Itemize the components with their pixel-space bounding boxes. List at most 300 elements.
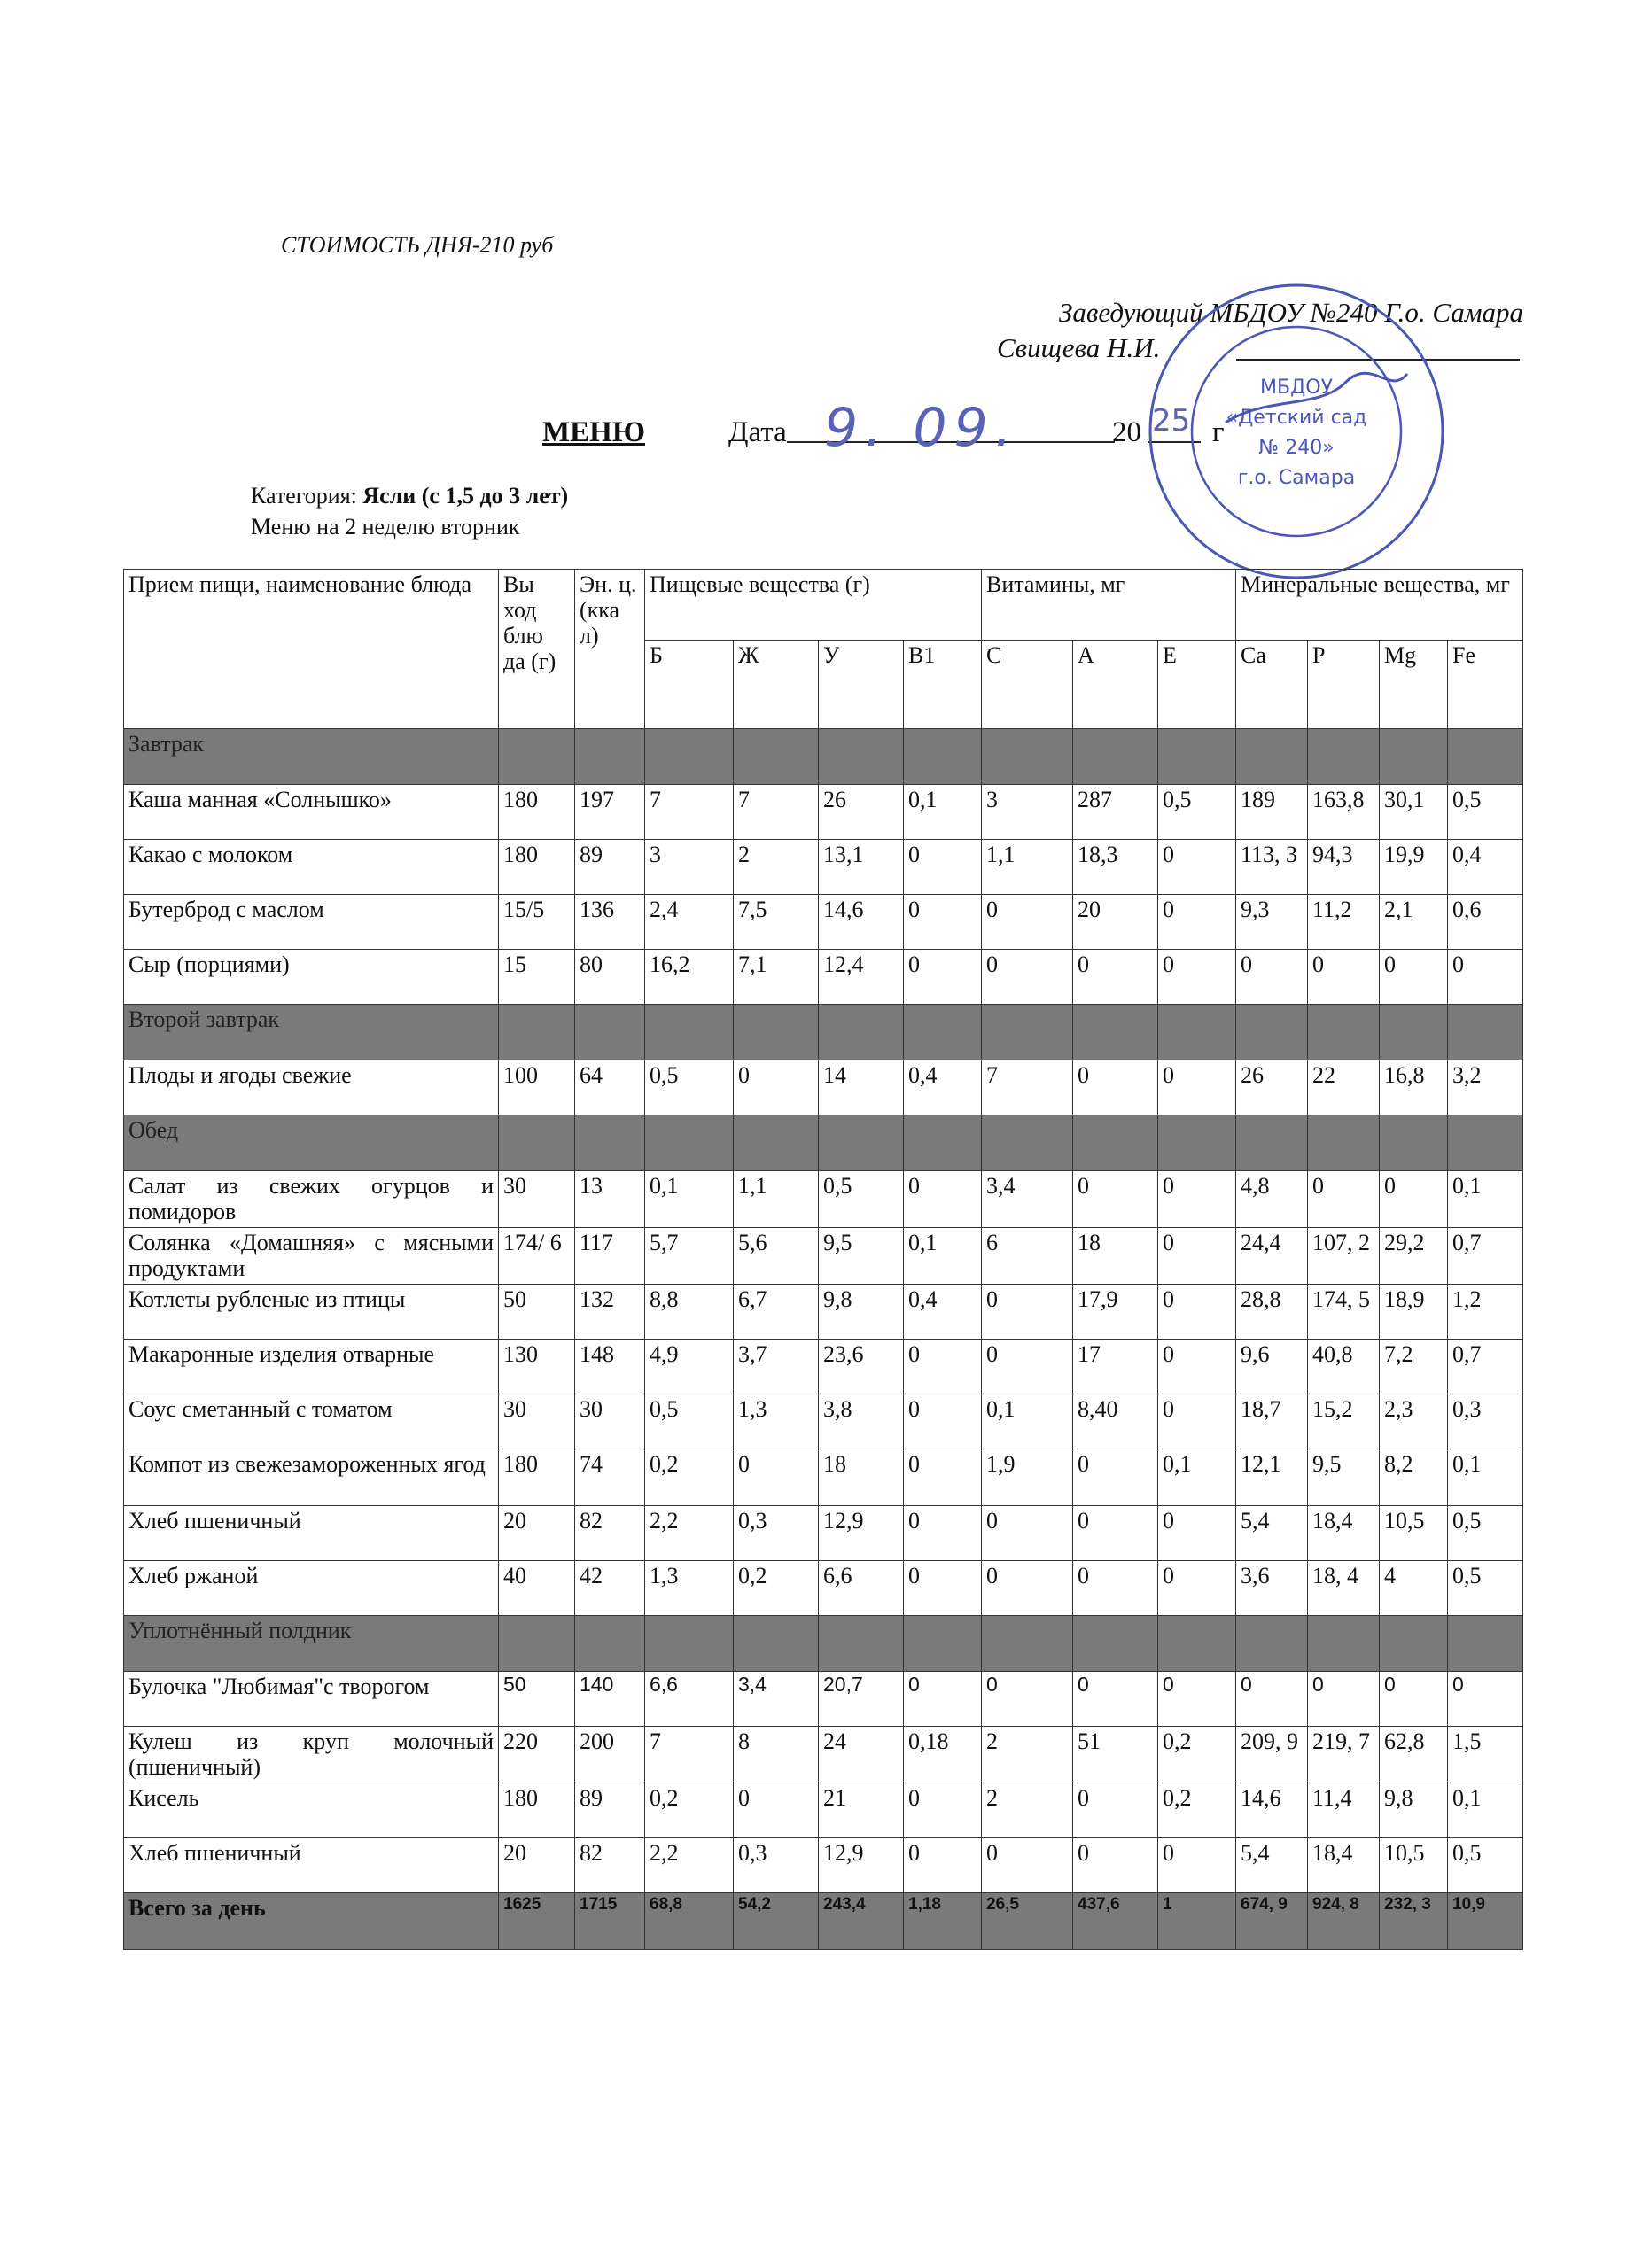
value-cell: 0 (1073, 950, 1158, 1005)
value-cell: 117 (575, 1228, 645, 1285)
value-cell: 0,2 (1158, 1727, 1236, 1783)
value-cell: 107, 2 (1308, 1228, 1380, 1285)
value-cell: 197 (575, 785, 645, 840)
year-prefix: 20 (1112, 416, 1141, 448)
value-cell: 174, 5 (1308, 1285, 1380, 1340)
value-cell: 24 (819, 1727, 904, 1783)
value-cell: 15,2 (1308, 1394, 1380, 1449)
table-row (124, 1449, 1523, 1506)
value-cell: 0 (1308, 1672, 1380, 1727)
value-cell: 0,4 (904, 1285, 982, 1340)
section-cell (1308, 1115, 1380, 1171)
stamp-inner-ring (1192, 327, 1401, 536)
value-cell: 0 (982, 1672, 1073, 1727)
section-title: Уплотнённый полдник (124, 1616, 499, 1672)
header-minerals: Минеральные вещества, мг (1236, 570, 1523, 641)
value-cell: 18,9 (1380, 1285, 1448, 1340)
value-cell: 0,3 (1448, 1394, 1523, 1449)
section-cell (1380, 1115, 1448, 1171)
value-cell: 3,2 (1448, 1060, 1523, 1115)
value-cell: 21 (819, 1783, 904, 1838)
value-cell: 174/ 6 (499, 1228, 575, 1285)
table-row (124, 1506, 1523, 1561)
stamp-seal (1141, 276, 1452, 586)
value-cell: 0 (1236, 1672, 1308, 1727)
total-cell: 232, 3 (1380, 1893, 1448, 1950)
value-cell: 0 (904, 1340, 982, 1394)
table-row (124, 840, 1523, 895)
value-cell: 18,4 (1308, 1838, 1380, 1893)
value-cell: 0 (904, 1783, 982, 1838)
value-cell: 180 (499, 1449, 575, 1506)
year-suffix: г (1212, 416, 1225, 448)
value-cell: 0 (1073, 1672, 1158, 1727)
section-cell (1158, 1616, 1236, 1672)
value-cell: 0 (1073, 1561, 1158, 1616)
value-cell: 0 (904, 1171, 982, 1228)
value-cell: 0 (1158, 1672, 1236, 1727)
total-cell: 68,8 (645, 1893, 734, 1950)
stamp-line-4: г.о. Самара (1237, 467, 1356, 489)
value-cell: 0 (734, 1060, 819, 1115)
category-label: Категория: (251, 483, 357, 509)
section-cell (1308, 1005, 1380, 1060)
section-cell (819, 729, 904, 785)
value-cell: 148 (575, 1340, 645, 1394)
value-cell: 0 (1073, 1060, 1158, 1115)
table-row (124, 1672, 1523, 1727)
value-cell: 8,8 (645, 1285, 734, 1340)
value-cell: 0 (904, 840, 982, 895)
value-cell: 7,5 (734, 895, 819, 950)
value-cell: 0,5 (1158, 785, 1236, 840)
section-cell (1448, 1005, 1523, 1060)
value-cell: 0,2 (645, 1449, 734, 1506)
section-cell (1308, 729, 1380, 785)
value-cell: 0 (1158, 1171, 1236, 1228)
value-cell: 0,1 (1158, 1449, 1236, 1506)
section-cell (645, 1115, 734, 1171)
value-cell: 10,5 (1380, 1838, 1448, 1893)
value-cell: 0 (1158, 840, 1236, 895)
value-cell: 220 (499, 1727, 575, 1783)
table-row (124, 1228, 1523, 1285)
value-cell: 3,7 (734, 1340, 819, 1394)
section-cell (982, 729, 1073, 785)
dish-name: Компот из свежезамороженных ягод (124, 1449, 499, 1506)
value-cell: 20 (499, 1506, 575, 1561)
value-cell: 1,1 (734, 1171, 819, 1228)
dish-name: Макаронные изделия отварные (124, 1340, 499, 1394)
value-cell: 136 (575, 895, 645, 950)
value-cell: 0 (1308, 950, 1380, 1005)
section-row (124, 1005, 1523, 1060)
value-cell: 9,5 (1308, 1449, 1380, 1506)
table-row (124, 785, 1523, 840)
value-cell: 40,8 (1308, 1340, 1380, 1394)
value-cell: 6,6 (645, 1672, 734, 1727)
table-row (124, 1340, 1523, 1394)
value-cell: 100 (499, 1060, 575, 1115)
value-cell: 0 (982, 1838, 1073, 1893)
day-cost: СТОИМОСТЬ ДНЯ-210 руб (281, 232, 554, 258)
value-cell: 3,8 (819, 1394, 904, 1449)
value-cell: 0,5 (1448, 1838, 1523, 1893)
value-cell: 4,8 (1236, 1171, 1308, 1228)
value-cell: 89 (575, 1783, 645, 1838)
total-cell: 1715 (575, 1893, 645, 1950)
value-cell: 0,1 (982, 1394, 1073, 1449)
dish-name: Какао с молоком (124, 840, 499, 895)
total-cell: 437,6 (1073, 1893, 1158, 1950)
value-cell: 8,40 (1073, 1394, 1158, 1449)
value-cell: 2 (982, 1783, 1073, 1838)
value-cell: 14 (819, 1060, 904, 1115)
value-cell: 0,5 (645, 1060, 734, 1115)
value-cell: 30,1 (1380, 785, 1448, 840)
stamp-outer-ring (1150, 285, 1443, 578)
total-cell: 1 (1158, 1893, 1236, 1950)
value-cell: 18,4 (1308, 1506, 1380, 1561)
value-cell: 1,1 (982, 840, 1073, 895)
subheader-cell: Ca (1236, 641, 1308, 729)
value-cell: 10,5 (1380, 1506, 1448, 1561)
value-cell: 0 (734, 1783, 819, 1838)
value-cell: 20 (499, 1838, 575, 1893)
value-cell: 0 (1073, 1506, 1158, 1561)
value-cell: 12,9 (819, 1838, 904, 1893)
value-cell: 0,18 (904, 1727, 982, 1783)
value-cell: 0,4 (904, 1060, 982, 1115)
section-cell (575, 1616, 645, 1672)
section-cell (1158, 1115, 1236, 1171)
value-cell: 64 (575, 1060, 645, 1115)
value-cell: 0 (904, 1672, 982, 1727)
value-cell: 9,8 (1380, 1783, 1448, 1838)
value-cell: 0,1 (904, 785, 982, 840)
value-cell: 5,6 (734, 1228, 819, 1285)
value-cell: 8 (734, 1727, 819, 1783)
value-cell: 0,7 (1448, 1340, 1523, 1394)
value-cell: 7,1 (734, 950, 819, 1005)
value-cell: 13,1 (819, 840, 904, 895)
value-cell: 0 (1158, 1561, 1236, 1616)
section-cell (645, 1005, 734, 1060)
dish-name: Хлеб ржаной (124, 1561, 499, 1616)
value-cell: 12,9 (819, 1506, 904, 1561)
value-cell: 0 (1073, 1838, 1158, 1893)
section-cell (1236, 1115, 1308, 1171)
value-cell: 5,7 (645, 1228, 734, 1285)
value-cell: 23,6 (819, 1340, 904, 1394)
value-cell: 50 (499, 1285, 575, 1340)
total-cell: 674, 9 (1236, 1893, 1308, 1950)
section-cell (904, 1616, 982, 1672)
value-cell: 0,5 (1448, 785, 1523, 840)
dish-name: Хлеб пшеничный (124, 1838, 499, 1893)
value-cell: 0,5 (1448, 1506, 1523, 1561)
section-cell (904, 729, 982, 785)
subheader-cell: Mg (1380, 641, 1448, 729)
section-row (124, 1115, 1523, 1171)
value-cell: 18,3 (1073, 840, 1158, 895)
section-cell (1236, 729, 1308, 785)
value-cell: 18 (1073, 1228, 1158, 1285)
table-row (124, 1060, 1523, 1115)
value-cell: 82 (575, 1838, 645, 1893)
value-cell: 0 (1158, 950, 1236, 1005)
table-row (124, 1285, 1523, 1340)
value-cell: 1,3 (645, 1561, 734, 1616)
section-cell (1236, 1616, 1308, 1672)
value-cell: 20,7 (819, 1672, 904, 1727)
value-cell: 3,4 (982, 1171, 1073, 1228)
value-cell: 0 (1073, 1449, 1158, 1506)
subheader-cell: С (982, 641, 1073, 729)
value-cell: 0 (1158, 1285, 1236, 1340)
section-title: Завтрак (124, 729, 499, 785)
value-cell: 0 (1380, 1171, 1448, 1228)
section-cell (575, 1115, 645, 1171)
dish-name: Соус сметанный с томатом (124, 1394, 499, 1449)
value-cell: 0 (904, 1506, 982, 1561)
value-cell: 7,2 (1380, 1340, 1448, 1394)
value-cell: 180 (499, 1783, 575, 1838)
dish-name: Каша манная «Солнышко» (124, 785, 499, 840)
value-cell: 113, 3 (1236, 840, 1308, 895)
value-cell: 4,9 (645, 1340, 734, 1394)
header-nutrients: Пищевые вещества (г) (645, 570, 982, 641)
value-cell: 0 (1158, 895, 1236, 950)
section-cell (1380, 729, 1448, 785)
dish-name: Бутерброд с маслом (124, 895, 499, 950)
value-cell: 80 (575, 950, 645, 1005)
value-cell: 0,1 (1448, 1171, 1523, 1228)
value-cell: 26 (819, 785, 904, 840)
value-cell: 28,8 (1236, 1285, 1308, 1340)
stamp-line-2: «Детский сад (1226, 407, 1367, 429)
subheader-cell: Е (1158, 641, 1236, 729)
value-cell: 50 (499, 1672, 575, 1727)
value-cell: 0 (982, 1285, 1073, 1340)
value-cell: 1,3 (734, 1394, 819, 1449)
value-cell: 0 (1073, 1783, 1158, 1838)
value-cell: 0,4 (1448, 840, 1523, 895)
value-cell: 11,2 (1308, 895, 1380, 950)
value-cell: 9,5 (819, 1228, 904, 1285)
value-cell: 0 (982, 895, 1073, 950)
value-cell: 0,1 (645, 1171, 734, 1228)
value-cell: 7 (982, 1060, 1073, 1115)
value-cell: 94,3 (1308, 840, 1380, 895)
value-cell: 5,4 (1236, 1838, 1308, 1893)
subheader-cell: P (1308, 641, 1380, 729)
value-cell: 140 (575, 1672, 645, 1727)
value-cell: 5,4 (1236, 1506, 1308, 1561)
value-cell: 0,1 (1448, 1783, 1523, 1838)
header-yield: Вы ход блю да (г) (499, 570, 575, 729)
table-row (124, 1561, 1523, 1616)
subheader-cell: Fe (1448, 641, 1523, 729)
value-cell: 0,2 (1158, 1783, 1236, 1838)
value-cell: 20 (1073, 895, 1158, 950)
section-cell (575, 1005, 645, 1060)
value-cell: 0 (904, 1838, 982, 1893)
value-cell: 62,8 (1380, 1727, 1448, 1783)
value-cell: 6,6 (819, 1561, 904, 1616)
value-cell: 6,7 (734, 1285, 819, 1340)
section-row (124, 729, 1523, 785)
value-cell: 15/5 (499, 895, 575, 950)
table-row (124, 1394, 1523, 1449)
value-cell: 6 (982, 1228, 1073, 1285)
section-cell (499, 1005, 575, 1060)
value-cell: 0 (1236, 950, 1308, 1005)
subheader-cell: Б (645, 641, 734, 729)
total-cell: 924, 8 (1308, 1893, 1380, 1950)
section-cell (575, 729, 645, 785)
total-cell: 1625 (499, 1893, 575, 1950)
value-cell: 18 (819, 1449, 904, 1506)
value-cell: 0 (1158, 1340, 1236, 1394)
section-cell (1380, 1005, 1448, 1060)
value-cell: 30 (499, 1394, 575, 1449)
section-cell (645, 1616, 734, 1672)
week-label: Меню на 2 неделю вторник (251, 514, 520, 540)
section-cell (982, 1616, 1073, 1672)
section-title: Второй завтрак (124, 1005, 499, 1060)
value-cell: 180 (499, 785, 575, 840)
value-cell: 12,4 (819, 950, 904, 1005)
table-row (124, 1727, 1523, 1783)
subheader-cell: Ж (734, 641, 819, 729)
value-cell: 0 (904, 895, 982, 950)
section-cell (904, 1115, 982, 1171)
value-cell: 0,6 (1448, 895, 1523, 950)
value-cell: 180 (499, 840, 575, 895)
value-cell: 18,7 (1236, 1394, 1308, 1449)
value-cell: 2,2 (645, 1838, 734, 1893)
dish-name: Сыр (порциями) (124, 950, 499, 1005)
category-value: Ясли (с 1,5 до 3 лет) (362, 483, 569, 509)
total-row (124, 1893, 1523, 1950)
section-cell (819, 1005, 904, 1060)
value-cell: 3 (982, 785, 1073, 840)
section-cell (1236, 1005, 1308, 1060)
value-cell: 40 (499, 1561, 575, 1616)
value-cell: 2,1 (1380, 895, 1448, 950)
dish-name: Плоды и ягоды свежие (124, 1060, 499, 1115)
table-row (124, 895, 1523, 950)
value-cell: 7 (734, 785, 819, 840)
value-cell: 0 (982, 950, 1073, 1005)
section-cell (734, 1005, 819, 1060)
section-cell (499, 1115, 575, 1171)
value-cell: 163,8 (1308, 785, 1380, 840)
value-cell: 9,3 (1236, 895, 1308, 950)
value-cell: 0,7 (1448, 1228, 1523, 1285)
value-cell: 132 (575, 1285, 645, 1340)
date-value: 9. 09. (824, 397, 1019, 459)
value-cell: 17,9 (1073, 1285, 1158, 1340)
value-cell: 4 (1380, 1561, 1448, 1616)
value-cell: 0 (1448, 1672, 1523, 1727)
value-cell: 74 (575, 1449, 645, 1506)
value-cell: 0,5 (645, 1394, 734, 1449)
value-cell: 0 (1380, 1672, 1448, 1727)
header-vitamins: Витамины, мг (982, 570, 1236, 641)
value-cell: 0,1 (904, 1228, 982, 1285)
section-cell (982, 1005, 1073, 1060)
value-cell: 130 (499, 1340, 575, 1394)
table-row (124, 950, 1523, 1005)
section-cell (734, 729, 819, 785)
value-cell: 14,6 (819, 895, 904, 950)
value-cell: 82 (575, 1506, 645, 1561)
dish-name: Булочка "Любимая"с творогом (124, 1672, 499, 1727)
value-cell: 189 (1236, 785, 1308, 840)
dish-name: Котлеты рубленые из птицы (124, 1285, 499, 1340)
value-cell: 7 (645, 1727, 734, 1783)
menu-table (123, 569, 1523, 1950)
value-cell: 0 (982, 1506, 1073, 1561)
total-cell: 54,2 (734, 1893, 819, 1950)
value-cell: 15 (499, 950, 575, 1005)
dish-name: Салат из свежих огурцов и помидоров (124, 1171, 499, 1228)
value-cell: 2,2 (645, 1506, 734, 1561)
section-cell (1448, 1115, 1523, 1171)
dish-name: Хлеб пшеничный (124, 1506, 499, 1561)
value-cell: 0,3 (734, 1506, 819, 1561)
approver-title: Заведующий МБДОУ №240 Г.о. Самара (1059, 297, 1523, 328)
dish-name: Солянка «Домашняя» с мясными продуктами (124, 1228, 499, 1285)
value-cell: 14,6 (1236, 1783, 1308, 1838)
value-cell: 9,6 (1236, 1340, 1308, 1394)
section-cell (1073, 1115, 1158, 1171)
value-cell: 2,3 (1380, 1394, 1448, 1449)
value-cell: 1,2 (1448, 1285, 1523, 1340)
value-cell: 18, 4 (1308, 1561, 1380, 1616)
dish-name: Кисель (124, 1783, 499, 1838)
value-cell: 0,1 (1448, 1449, 1523, 1506)
value-cell: 200 (575, 1727, 645, 1783)
value-cell: 0 (904, 1561, 982, 1616)
value-cell: 9,8 (819, 1285, 904, 1340)
section-cell (1073, 729, 1158, 785)
value-cell: 0,2 (645, 1783, 734, 1838)
value-cell: 29,2 (1380, 1228, 1448, 1285)
value-cell: 0 (1158, 1838, 1236, 1893)
value-cell: 16,2 (645, 950, 734, 1005)
stamp-line-3: № 240» (1258, 437, 1335, 459)
section-cell (1448, 729, 1523, 785)
value-cell: 2,4 (645, 895, 734, 950)
section-cell (1158, 729, 1236, 785)
value-cell: 0,5 (1448, 1561, 1523, 1616)
value-cell: 24,4 (1236, 1228, 1308, 1285)
value-cell: 0 (1158, 1228, 1236, 1285)
total-cell: 26,5 (982, 1893, 1073, 1950)
value-cell: 19,9 (1380, 840, 1448, 895)
value-cell: 11,4 (1308, 1783, 1380, 1838)
value-cell: 0 (1380, 950, 1448, 1005)
section-cell (982, 1115, 1073, 1171)
approver-name: Свищева Н.И. (997, 332, 1161, 363)
value-cell: 0 (734, 1449, 819, 1506)
section-cell (1073, 1616, 1158, 1672)
value-cell: 12,1 (1236, 1449, 1308, 1506)
section-cell (1158, 1005, 1236, 1060)
